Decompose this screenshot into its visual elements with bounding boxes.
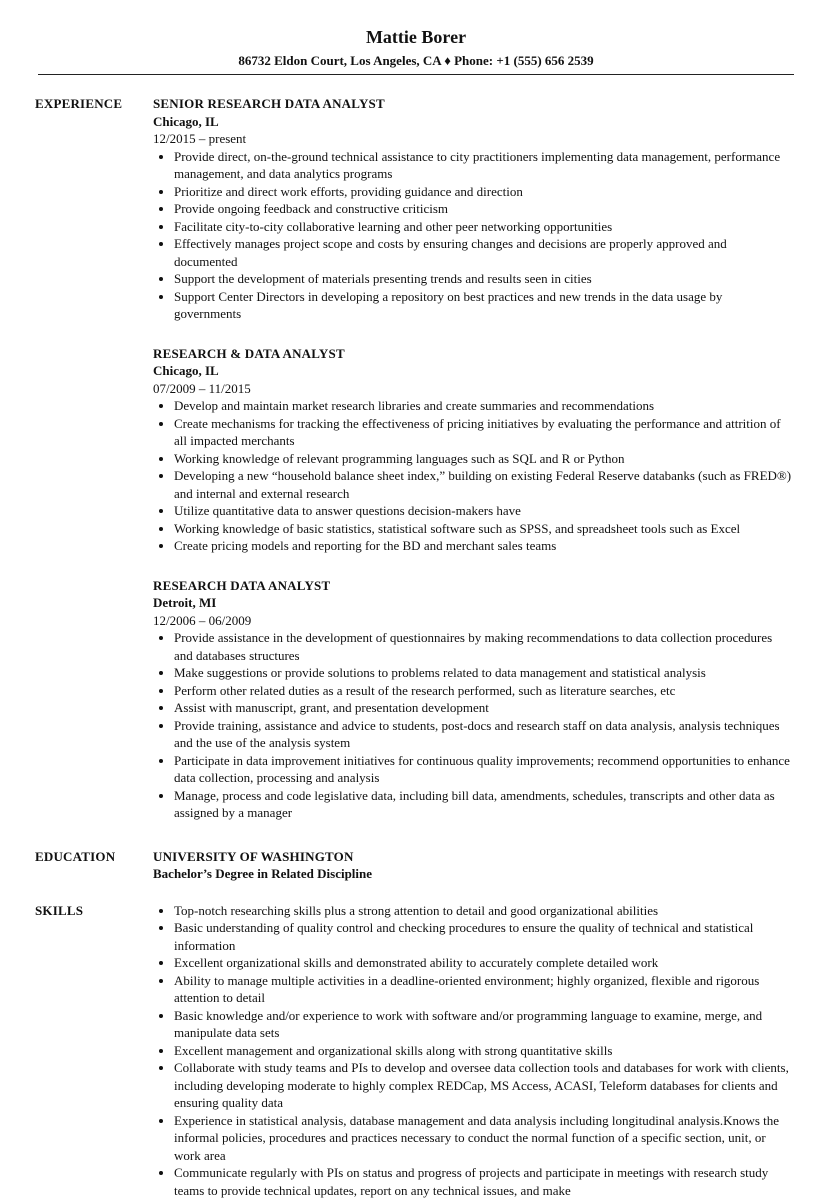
skill-item: • Excellent management and organizational skills along with strong quantitative skills (174, 1042, 792, 1060)
bullet-item: • Support Center Directors in developing a repository on best practices and new trends in the data usage by governments (174, 288, 792, 323)
bullet-item: • Manage, process and code legislative data, including bill data, amendments, schedules, transcripts and other data as assigned by a manager (174, 787, 792, 822)
job-location: Detroit, MI (153, 595, 217, 610)
bullet-item: • Support the development of materials presenting trends and results seen in cities (174, 270, 792, 288)
skill-item: • Experience in statistical analysis, database management and data analysis including longitudinal analysis.Knows the informal policies, procedures and practices necessary to conduct the normal function of a specific section, unit, or work area (174, 1112, 792, 1165)
skill-item: • Top-notch researching skills plus a strong attention to detail and good organizational abilities (174, 902, 792, 920)
bullet-item: • Provide ongoing feedback and constructive criticism (174, 200, 792, 218)
section-label-education: EDUCATION (35, 848, 116, 864)
job-entry (153, 577, 792, 822)
resume-header (0, 0, 832, 75)
bullet-item: • Participate in data improvement initiatives for continuous quality improvements; recommend opportunities to enhance data collection, processing and analysis (174, 752, 792, 787)
job-dates: 07/2009 – 11/2015 (153, 380, 251, 396)
bullet-item: • Create pricing models and reporting for the BD and merchant sales teams (174, 537, 792, 555)
bullet-item: • Provide training, assistance and advice to students, post-docs and research staff on data analysis, analysis techniques and the use of the analysis system (174, 717, 792, 752)
skill-item: • Communicate regularly with PIs on status and progress of projects and participate in meetings with research study teams to provide technical updates, report on any technical issues, and make (174, 1164, 792, 1199)
bullet-item: • Working knowledge of basic statistics, statistical software such as SPSS, and spreadsheet tools such as Excel (174, 520, 792, 538)
job-dates: 12/2006 – 06/2009 (153, 612, 252, 628)
experience-section (0, 95, 832, 822)
bullet-item: • Utilize quantitative data to answer questions decision-makers have (174, 502, 792, 520)
education-section (0, 848, 832, 883)
bullet-item: • Provide direct, on-the-ground technical assistance to city practitioners implementing data management, performance management, and data analytics programs (174, 148, 792, 183)
job-bullets (153, 148, 792, 323)
job-entry (153, 345, 792, 555)
skill-item: • Basic understanding of quality control and checking procedures to ensure the quality of technical and statistical information (174, 919, 792, 954)
section-label-experience: EXPERIENCE (35, 96, 123, 111)
job-title: RESEARCH & DATA ANALYST (153, 345, 345, 361)
school-name: UNIVERSITY OF WASHINGTON (153, 848, 354, 864)
bullet-item: • Facilitate city-to-city collaborative learning and other peer networking opportunities (174, 218, 792, 236)
job-dates: 12/2015 – present (153, 131, 247, 146)
bullet-item: • Working knowledge of relevant programming languages such as SQL and R or Python (174, 450, 792, 468)
bullet-item: • Prioritize and direct work efforts, providing guidance and direction (174, 183, 792, 201)
job-location: Chicago, IL (153, 113, 219, 129)
job-bullets (153, 397, 792, 555)
skills-section (0, 902, 832, 1200)
job-location: Chicago, IL (153, 363, 219, 378)
bullet-item: • Perform other related duties as a result of the research performed, such as literature searches, etc (174, 682, 792, 700)
job-title: RESEARCH DATA ANALYST (153, 577, 331, 593)
bullet-item: • Effectively manages project scope and costs by ensuring changes and decisions are properly approved and documented (174, 235, 792, 270)
job-bullets (153, 629, 792, 822)
header-divider (38, 74, 794, 75)
bullet-item: • Assist with manuscript, grant, and presentation development (174, 699, 792, 717)
bullet-item: • Provide assistance in the development of questionnaires by making recommendations to data collection procedures and databases structures (174, 629, 792, 664)
candidate-name: Mattie Borer (365, 27, 467, 47)
degree: Bachelor’s Degree in Related Discipline (153, 866, 373, 881)
section-label-skills: SKILLS (35, 902, 84, 918)
skill-item: • Excellent organizational skills and demonstrated ability to accurately complete detailed work (174, 954, 792, 972)
bullet-item: • Developing a new “household balance sheet index,” building on existing Federal Reserve databanks (such as FRED®) and internal and external research (174, 467, 792, 502)
skills-bullets (153, 902, 792, 1200)
skill-item: • Collaborate with study teams and PIs to develop and oversee data collection tools and databases for work with clients, including developing moderate to highly complex REDCap, MS Access, ACASI, Teleform databases for clients and ensuring quality data (174, 1059, 792, 1112)
contact-line: 86732 Eldon Court, Los Angeles, CA ♦ Phone: +1 (555) 656 2539 (238, 53, 594, 68)
bullet-item: • Create mechanisms for tracking the effectiveness of pricing initiatives by evaluating the performance and attrition of all impacted merchants (174, 415, 792, 450)
bullet-item: • Develop and maintain market research libraries and create summaries and recommendations (174, 397, 792, 415)
skill-item: • Basic knowledge and/or experience to work with software and/or programming language to examine, merge, and manipulate data sets (174, 1007, 792, 1042)
bullet-item: • Make suggestions or provide solutions to problems related to data management and statistical analysis (174, 664, 792, 682)
job-title: SENIOR RESEARCH DATA ANALYST (153, 96, 385, 111)
skill-item: • Ability to manage multiple activities in a deadline-oriented environment; highly organized, flexible and rigorous attention to detail (174, 972, 792, 1007)
job-entry (153, 95, 792, 323)
